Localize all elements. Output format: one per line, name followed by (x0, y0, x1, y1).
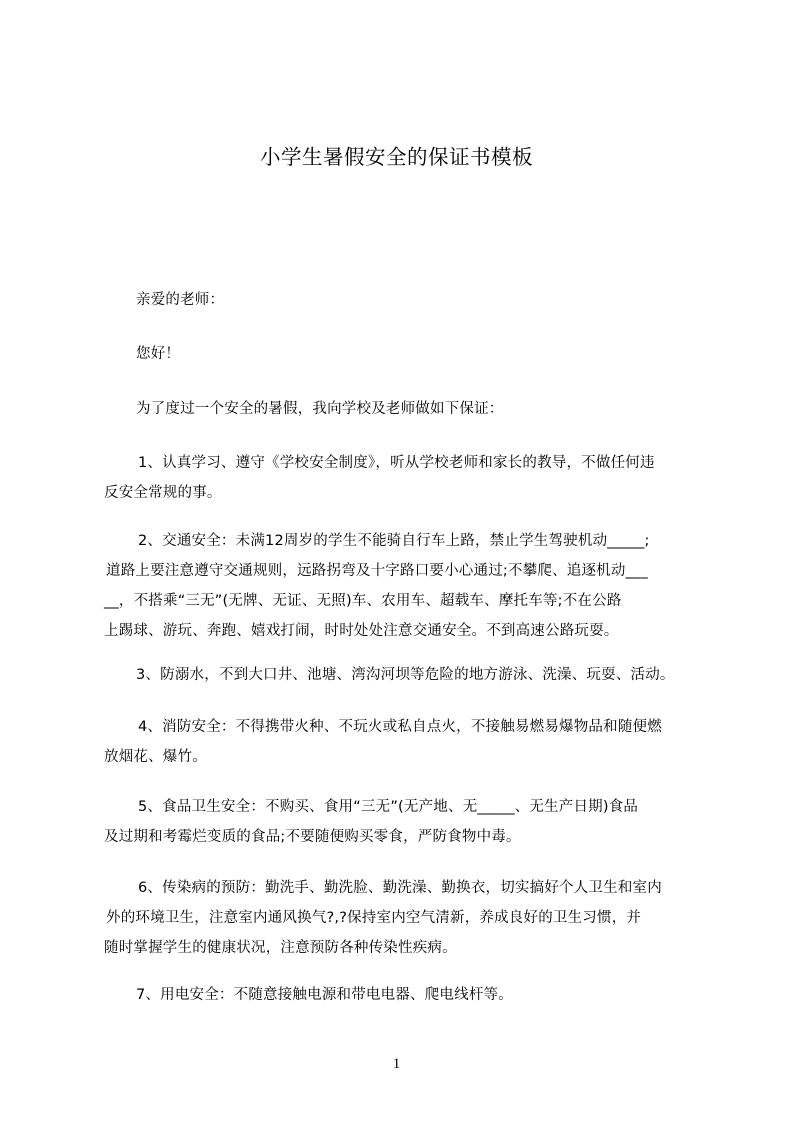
item-6-paragraph (104, 873, 724, 963)
item-4-line-1: 4、消防安全：不得携带火种、不玩火或私自点火，不接触易燃易爆物品和随便燃 (138, 719, 662, 735)
item-7-line-1: 7、用电安全：不随意接触电源和带电电器、爬电线杆等。 (136, 987, 513, 1003)
intro-line: 为了度过一个安全的暑假，我向学校及老师做如下保证： (136, 401, 504, 417)
greeting-line: 亲爱的老师： (136, 292, 225, 308)
item-6-line-3: 随时掌握学生的健康状况，注意预防各种传染性疾病。 (104, 940, 457, 956)
page-number: 1 (392, 1056, 401, 1072)
item-2-paragraph (104, 526, 724, 646)
item-1-paragraph (104, 448, 724, 508)
item-2-line-2: 道路上要注意遵守交通规则，远路拐弯及十字路口要小心通过;不攀爬、追逐机动___ (106, 563, 648, 579)
item-1-line-2: 反安全常规的事。 (104, 485, 222, 501)
item-1-line-1: 1、认真学习、遵守《学校安全制度》，听从学校老师和家长的教导，不做任何违 (138, 455, 655, 471)
item-6-line-2: 外的环境卫生，注意室内通风换气?,?保持室内空气清新，养成良好的卫生习惯，并 (106, 910, 642, 926)
item-5-line-1: 5、食品卫生安全：不购买、食用“三无”(无产地、无_____、无生产日期)食品 (138, 799, 639, 815)
item-2-line-4: 上踢球、游玩、奔跑、嬉戏打闹，时时处处注意交通安全。不到高速公路玩耍。 (104, 623, 619, 639)
item-6-line-1: 6、传染病的预防：勤洗手、勤洗脸、勤洗澡、勤换衣，切实搞好个人卫生和室内 (138, 880, 662, 896)
hello-paragraph (104, 339, 724, 369)
item-7-paragraph (104, 980, 724, 1010)
greeting-paragraph (104, 285, 724, 315)
item-5-paragraph (104, 792, 724, 852)
intro-paragraph (104, 394, 724, 424)
item-4-line-2: 放烟花、爆竹。 (104, 749, 207, 765)
document-title: 小学生暑假安全的保证书模板 (260, 145, 533, 169)
item-3-paragraph (104, 660, 724, 690)
item-3-line-1: 3、防溺水，不到大口井、池塘、湾沟河坝等危险的地方游泳、洗澡、玩耍、活动。 (136, 667, 675, 683)
item-2-line-3: __，不搭乘“三无”(无牌、无证、无照)车、农用车、超载车、摩托车等;不在公路 (104, 593, 622, 609)
item-5-line-2: 及过期和考霉烂变质的食品;不要随便购买零食，严防食物中毒。 (104, 829, 521, 845)
item-4-paragraph (104, 712, 724, 772)
hello-line: 您好！ (136, 346, 181, 362)
item-2-line-1: 2、交通安全：未满12周岁的学生不能骑自行车上路，禁止学生驾驶机动_____; (138, 533, 650, 549)
